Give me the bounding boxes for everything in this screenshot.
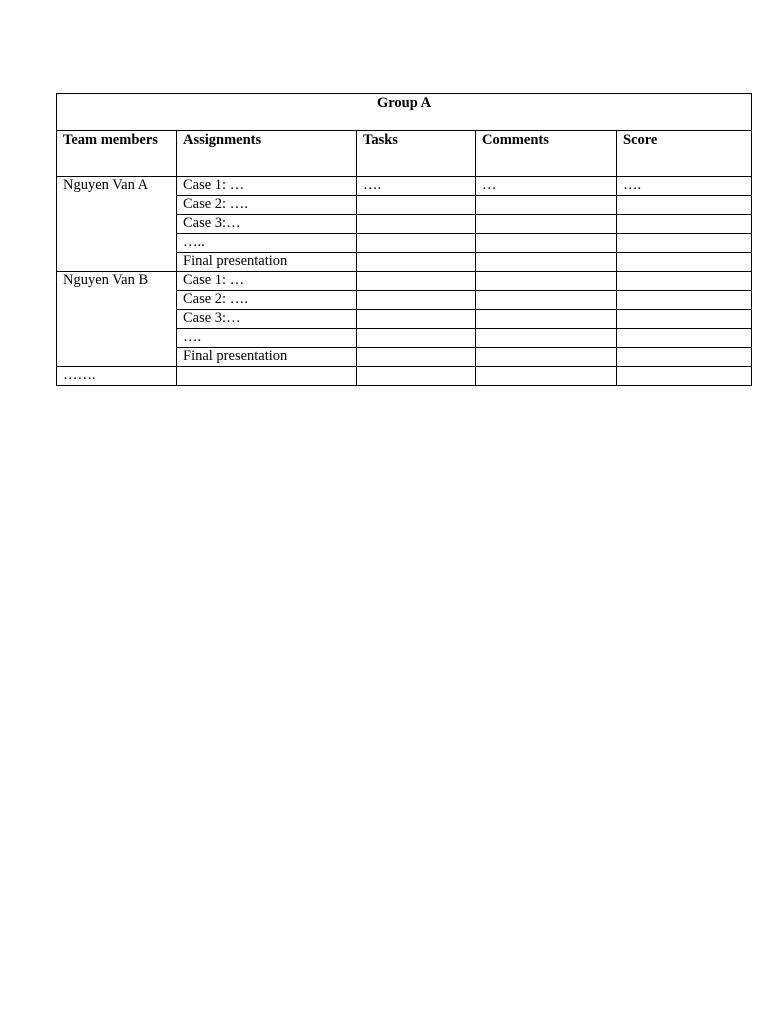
group-table <box>56 93 752 386</box>
task-cell <box>357 329 476 348</box>
score-cell <box>617 367 752 386</box>
comment-cell <box>476 272 617 291</box>
assignment-cell: Case 3:… <box>177 310 357 329</box>
task-cell <box>357 310 476 329</box>
table-row <box>57 367 752 386</box>
assignment-cell: Case 2: …. <box>177 291 357 310</box>
assignment-cell: ….. <box>177 234 357 253</box>
assignment-cell: Case 2: …. <box>177 196 357 215</box>
comment-cell <box>476 348 617 367</box>
comment-cell: … <box>476 177 617 196</box>
score-cell <box>617 348 752 367</box>
header-team-members: Team members <box>57 131 177 177</box>
comment-cell <box>476 329 617 348</box>
comment-cell <box>476 234 617 253</box>
comment-cell <box>476 291 617 310</box>
score-cell <box>617 196 752 215</box>
comment-cell <box>476 196 617 215</box>
assignment-cell: …. <box>177 329 357 348</box>
assignment-cell: Final presentation <box>177 253 357 272</box>
score-cell <box>617 310 752 329</box>
comment-cell <box>476 310 617 329</box>
assignment-cell: Case 3:… <box>177 215 357 234</box>
table-header-row <box>57 131 752 177</box>
score-cell <box>617 272 752 291</box>
score-cell <box>617 329 752 348</box>
assignment-cell: Final presentation <box>177 348 357 367</box>
task-cell <box>357 253 476 272</box>
header-score: Score <box>617 131 752 177</box>
score-cell <box>617 234 752 253</box>
score-cell <box>617 215 752 234</box>
task-cell: …. <box>357 177 476 196</box>
header-assignments: Assignments <box>177 131 357 177</box>
table-title: Group A <box>57 94 752 131</box>
table-row <box>57 177 752 196</box>
header-tasks: Tasks <box>357 131 476 177</box>
assignment-cell: Case 1: … <box>177 272 357 291</box>
table-title-row <box>57 94 752 131</box>
assignment-cell: Case 1: … <box>177 177 357 196</box>
assignment-cell <box>177 367 357 386</box>
comment-cell <box>476 253 617 272</box>
member-name: Nguyen Van B <box>57 272 177 367</box>
table-row <box>57 272 752 291</box>
task-cell <box>357 234 476 253</box>
member-name: ……. <box>57 367 177 386</box>
task-cell <box>357 367 476 386</box>
task-cell <box>357 348 476 367</box>
header-comments: Comments <box>476 131 617 177</box>
comment-cell <box>476 215 617 234</box>
comment-cell <box>476 367 617 386</box>
task-cell <box>357 272 476 291</box>
task-cell <box>357 196 476 215</box>
task-cell <box>357 291 476 310</box>
score-cell <box>617 291 752 310</box>
task-cell <box>357 215 476 234</box>
score-cell <box>617 253 752 272</box>
score-cell: …. <box>617 177 752 196</box>
member-name: Nguyen Van A <box>57 177 177 272</box>
